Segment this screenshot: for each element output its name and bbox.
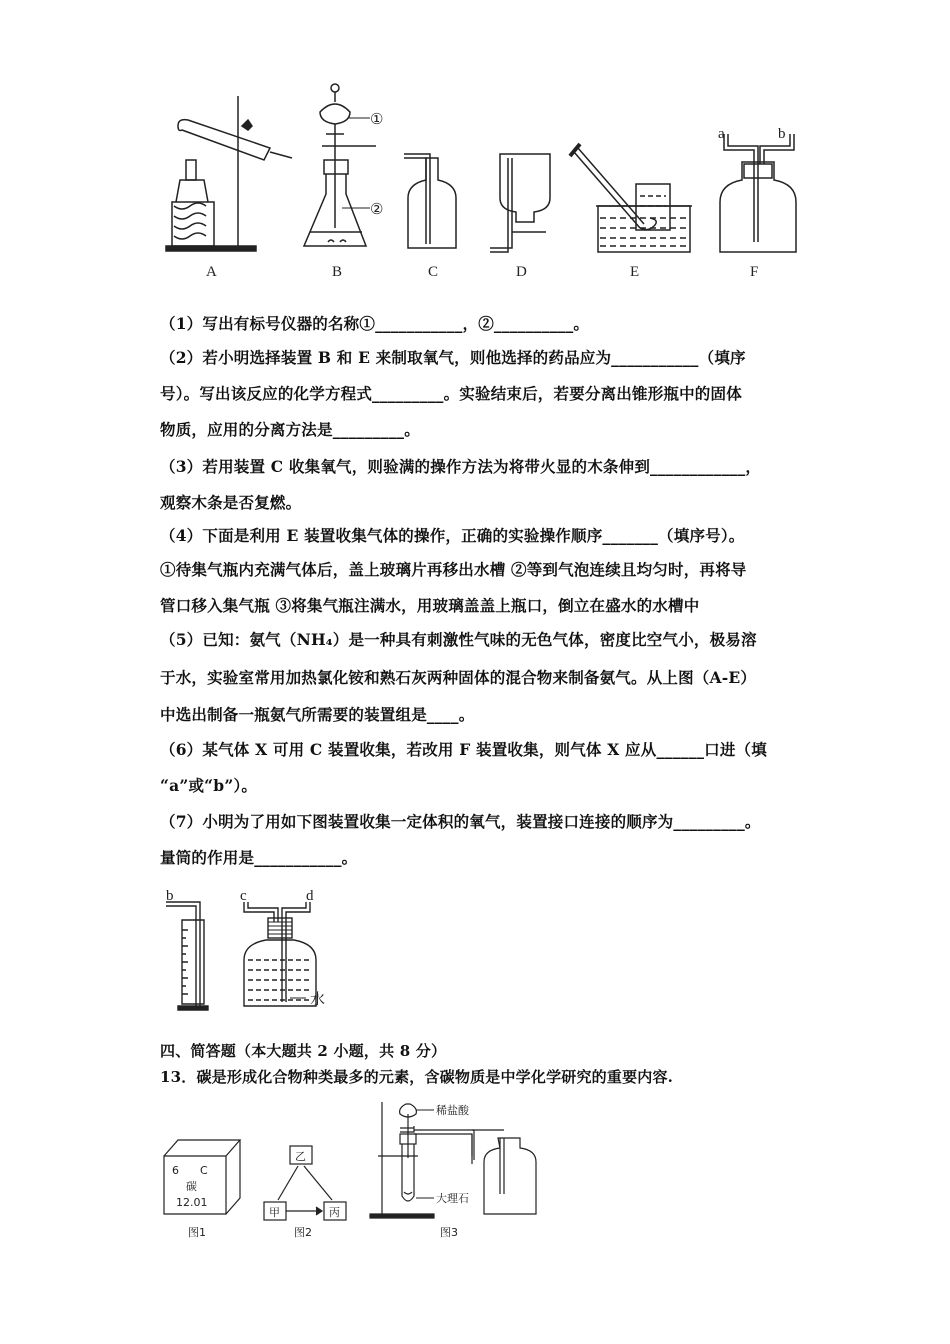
q-line-10: （5）已知：氨气（NH₄）是一种具有刺激性气味的无色气体，密度比空气小，极易溶: [160, 630, 757, 649]
q-line-3: 号）。写出该反应的化学方程式_________。实验结束后，若要分离出锥形瓶中的固体: [160, 384, 742, 403]
q-line-9: 管口移入集气瓶 ③将集气瓶注满水，用玻璃盖盖上瓶口，倒立在盛水的水槽中: [160, 596, 700, 615]
graduated-cylinder: [166, 902, 208, 1010]
label-d: D: [516, 264, 527, 280]
q13-text: 13．碳是形成化合物种类最多的元素，含碳物质是中学化学研究的重要内容.: [160, 1068, 674, 1086]
q-line-15: （7）小明为了用如下图装置收集一定体积的氧气，装置接口连接的顺序为_________。: [160, 812, 761, 831]
apparatus-figure: [160, 78, 800, 288]
label-e: E: [630, 264, 640, 280]
water-bottle: [244, 902, 316, 1006]
element-symbol: C: [200, 1164, 208, 1177]
label-c: C: [428, 264, 439, 280]
q-line-11: 于水，实验室常用加热氯化铵和熟石灰两种固体的混合物来制备氨气。从上图（A-E）: [160, 668, 757, 687]
q-line-6: 观察木条是否复燃。: [160, 493, 302, 512]
port-c-label: c: [240, 888, 247, 904]
water-label: 水: [310, 992, 326, 1008]
fig1-caption: 图1: [188, 1226, 206, 1239]
collection-figure: [160, 888, 340, 1018]
q-line-14: “a”或“b”）。: [160, 776, 258, 795]
port-b-label: b: [778, 126, 786, 142]
node-jia: 甲: [269, 1206, 280, 1219]
node-yi: 乙: [295, 1150, 306, 1163]
apparatus-f: [720, 134, 796, 252]
q-line-4: 物质，应用的分离方法是_________。: [160, 420, 420, 439]
port-b-collect: b: [166, 888, 174, 904]
q-line-2: （2）若小明选择装置 B 和 E 来制取氧气，则他选择的药品应为___________（填序: [160, 348, 746, 367]
fig2-caption: 图2: [294, 1226, 312, 1239]
acid-label: 稀盐酸: [436, 1104, 469, 1117]
q-line-16: 量筒的作用是___________。: [160, 848, 358, 867]
element-number: 6: [172, 1164, 179, 1177]
q-line-8: ①待集气瓶内充满气体后，盖上玻璃片再移出水槽 ②等到气泡连续且均匀时，再将导: [160, 560, 747, 579]
marble-label: 大理石: [436, 1192, 469, 1205]
apparatus-e: [570, 144, 692, 252]
fig3-caption: 图3: [440, 1226, 458, 1239]
q-line-5: （3）若用装置 C 收集氧气，则验满的操作方法为将带火显的木条伸到____________，: [160, 457, 762, 476]
label-a: A: [206, 264, 217, 280]
apparatus-c: [404, 154, 456, 248]
apparatus-d: [490, 154, 550, 252]
carbon-figures: [160, 1094, 560, 1244]
apparatus-b: [304, 84, 376, 246]
q-line-1: （1）写出有标号仪器的名称①___________，②__________。: [160, 314, 590, 333]
apparatus-a: [166, 96, 292, 251]
label-f: F: [750, 264, 759, 280]
element-mass: 12.01: [176, 1196, 208, 1209]
marker-1: ①: [370, 112, 384, 128]
node-bing: 丙: [329, 1206, 340, 1219]
section-title: 四、简答题（本大题共 2 小题，共 8 分）: [160, 1042, 447, 1060]
q-line-7: （4）下面是利用 E 装置收集气体的操作，正确的实验操作顺序_______（填序号）。: [160, 526, 745, 545]
marker-2: ②: [370, 202, 384, 218]
q-line-12: 中选出制备一瓶氨气所需要的装置组是____。: [160, 705, 475, 724]
label-b: B: [332, 264, 343, 280]
q-line-13: （6）某气体 X 可用 C 装置收集，若改用 F 装置收集，则气体 X 应从______口进（填: [160, 740, 767, 759]
port-a-label: a: [718, 126, 725, 142]
port-d-label: d: [306, 888, 314, 904]
element-name: 碳: [186, 1180, 197, 1193]
